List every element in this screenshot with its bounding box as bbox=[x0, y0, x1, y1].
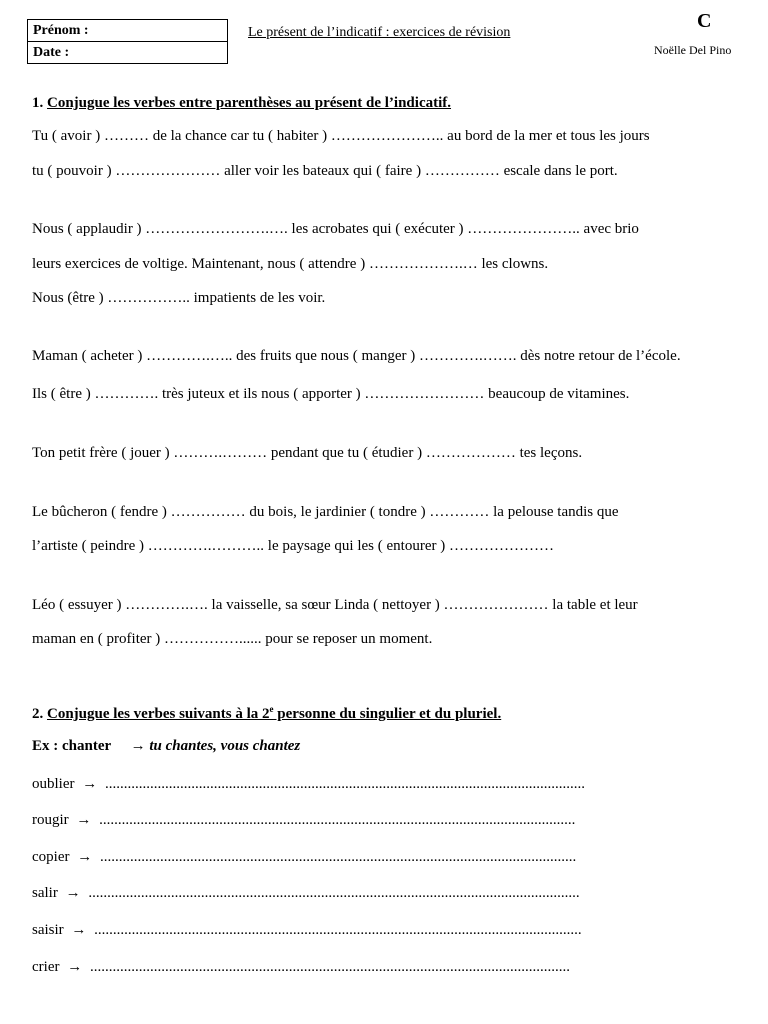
exercise1-line: maman en ( profiter ) ……………...... pour se reposer un moment. bbox=[32, 631, 433, 647]
arrow-icon: → bbox=[77, 849, 93, 865]
exercise1-number: 1. bbox=[32, 95, 44, 111]
verb-label: copier bbox=[32, 849, 70, 865]
exercise1-line: leurs exercices de voltige. Maintenant, nous ( attendre ) ……………….… les clowns. bbox=[32, 256, 549, 272]
example-label: Ex : chanter bbox=[32, 738, 111, 754]
arrow-icon: → bbox=[65, 885, 81, 901]
exercise2-instruction: Conjugue les verbes suivants à la 2e personne du singulier et du pluriel. bbox=[47, 704, 502, 722]
verb-label: saisir bbox=[32, 922, 64, 938]
exercise1-line: Ils ( être ) …………. très juteux et ils nous ( apporter ) …………………… beaucoup de vitamines. bbox=[32, 386, 630, 402]
verb-row-salir bbox=[32, 885, 580, 902]
arrow-icon: → bbox=[67, 959, 83, 975]
answer-dots: ............................................................................................................................... bbox=[99, 812, 576, 828]
verb-row-oublier bbox=[32, 776, 585, 793]
answer-dots: ................................................................................................................................... bbox=[88, 885, 580, 901]
exercise1-line: Nous ( applaudir ) …………………….…. les acrobates qui ( exécuter ) ………………….. avec brio bbox=[32, 221, 639, 237]
arrow-icon: → bbox=[71, 922, 87, 938]
document-title: Le présent de l’indicatif : exercices de révision bbox=[248, 25, 511, 40]
exercise1-line: Le bûcheron ( fendre ) …………… du bois, le jardinier ( tondre ) ………… la pelouse tandis que bbox=[32, 504, 619, 520]
exercise1-line: Nous (être ) …………….. impatients de les voir. bbox=[32, 290, 326, 306]
answer-dots: ............................................................................................................................... bbox=[99, 849, 577, 865]
verb-label: oublier bbox=[32, 776, 75, 792]
verb-label: crier bbox=[32, 959, 60, 975]
level-letter: C bbox=[697, 10, 712, 32]
exercise1-instruction: Conjugue les verbes entre parenthèses au présent de l’indicatif. bbox=[47, 95, 452, 111]
verb-label: salir bbox=[32, 885, 58, 901]
answer-dots: .................................................................................................................................. bbox=[94, 922, 582, 938]
arrow-icon: → bbox=[82, 776, 98, 792]
exercise1-title bbox=[32, 95, 451, 112]
exercise1-line: Ton petit frère ( jouer ) ……….……… pendant que tu ( étudier ) ……………… tes leçons. bbox=[32, 445, 583, 461]
author-name: Noëlle Del Pino bbox=[654, 43, 732, 57]
exercise1-line: Léo ( essuyer ) ………….…. la vaisselle, sa sœur Linda ( nettoyer ) ………………… la table et leur bbox=[32, 597, 638, 613]
arrow-icon: → bbox=[76, 812, 92, 828]
verb-row-rougir bbox=[32, 812, 575, 829]
exercise1-line: Maman ( acheter ) ………….….. des fruits que nous ( manger ) ………….……. dès notre retour de l’école. bbox=[32, 348, 681, 364]
verb-row-saisir bbox=[32, 922, 582, 939]
exercise1-line: Tu ( avoir ) ……… de la chance car tu ( habiter ) ………………….. au bord de la mer et tous les jours bbox=[32, 128, 650, 144]
prenom-label: Prénom : bbox=[33, 23, 89, 38]
exercise2-title bbox=[32, 704, 501, 723]
student-info-box bbox=[27, 19, 228, 64]
answer-dots: ................................................................................................................................ bbox=[105, 776, 585, 792]
answer-dots: ................................................................................................................................ bbox=[89, 959, 570, 975]
exercise2-number: 2. bbox=[32, 706, 44, 722]
example-result: tu chantes, vous chantez bbox=[149, 738, 301, 754]
date-label: Date : bbox=[28, 41, 227, 63]
exercise1-line: l’artiste ( peindre ) ………….……….. le paysage qui les ( entourer ) ………………… bbox=[32, 538, 554, 554]
exercise1-line: tu ( pouvoir ) ………………… aller voir les bateaux qui ( faire ) …………… escale dans le port. bbox=[32, 163, 618, 179]
example-line bbox=[32, 738, 300, 755]
verb-row-copier bbox=[32, 849, 576, 866]
arrow-icon: → bbox=[130, 738, 146, 754]
verb-row-crier bbox=[32, 959, 570, 976]
verb-label: rougir bbox=[32, 812, 69, 828]
